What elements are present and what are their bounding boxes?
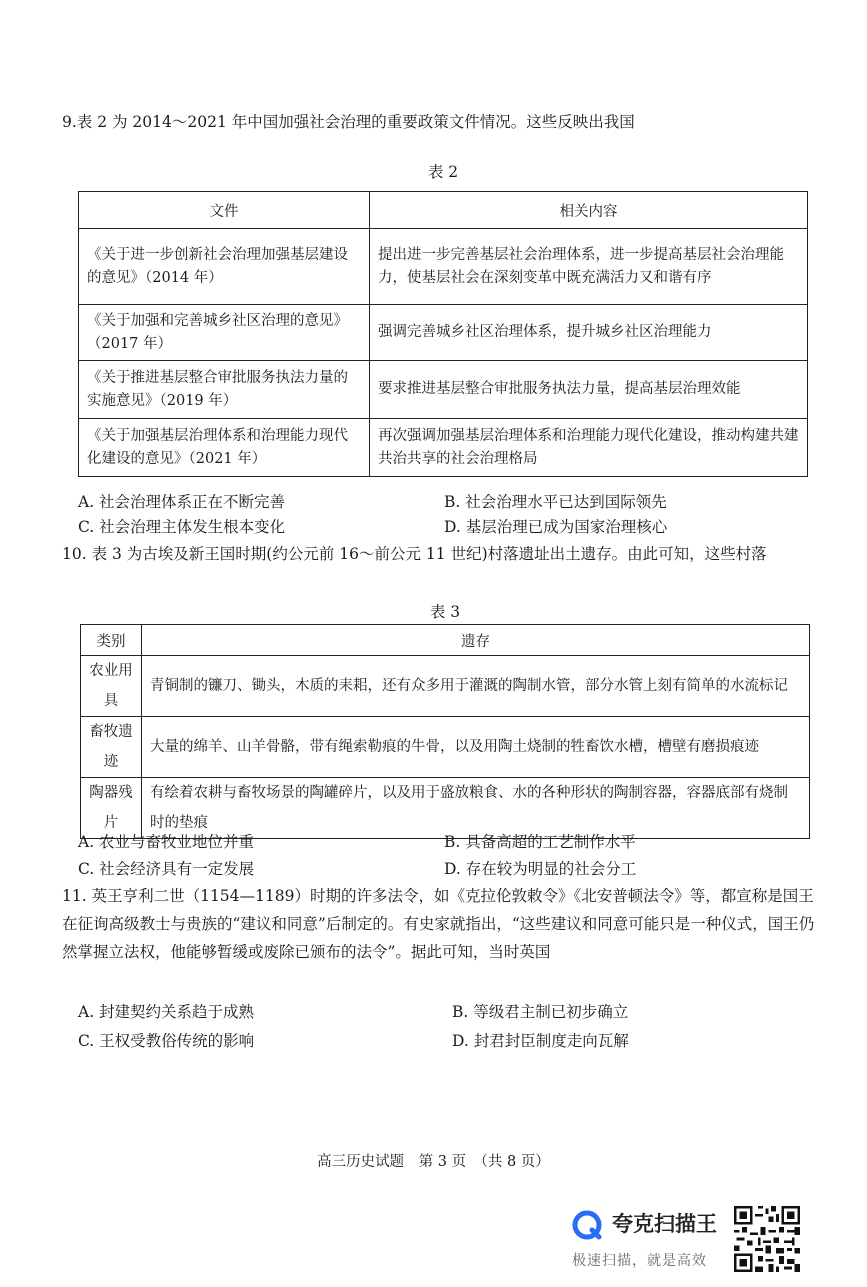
q9-stem: 9.表 2 为 2014～2021 年中国加强社会治理的重要政策文件情况。这些反映出我国 <box>62 113 635 131</box>
q10-option-d: D. 存在较为明显的社会分工 <box>444 860 637 878</box>
table-cell-category: 农业用具 <box>81 656 142 717</box>
page-footer: 高三历史试题 第 3 页 （共 8 页） <box>317 1154 550 1170</box>
table-cell-content: 强调完善城乡社区治理体系，提升城乡社区治理能力 <box>370 305 808 361</box>
table-row <box>79 361 808 419</box>
q9-option-a: A. 社会治理体系正在不断完善 <box>78 493 286 511</box>
table-cell-content: 提出进一步完善基层社会治理体系，进一步提高基层社会治理能力，使基层社会在深刻变革中既充满活力又和谐有序 <box>370 229 808 305</box>
table-cell-doc: 《关于加强基层治理体系和治理能力现代化建设的意见》（2021 年） <box>79 419 370 477</box>
table-cell-remains: 大量的绵羊、山羊骨骼，带有绳索勒痕的牛骨，以及用陶土烧制的牲畜饮水槽，槽壁有磨损痕迹 <box>142 717 810 778</box>
table-cell-category: 畜牧遗迹 <box>81 717 142 778</box>
q11-option-a: A. 封建契约关系趋于成熟 <box>78 1003 255 1021</box>
scanner-brand-name: 夸克扫描王 <box>612 1212 717 1236</box>
table-cell-doc: 《关于推进基层整合审批服务执法力量的实施意见》（2019 年） <box>79 361 370 419</box>
table-cell-content: 要求推进基层整合审批服务执法力量，提高基层治理效能 <box>370 361 808 419</box>
table-row <box>79 419 808 477</box>
q9-option-d: D. 基层治理已成为国家治理核心 <box>444 518 668 536</box>
table-cell-remains: 有绘着农耕与畜牧场景的陶罐碎片，以及用于盛放粮食、水的各种形状的陶制容器，容器底部有烧制时的垫痕 <box>142 778 810 839</box>
q11-option-b: B. 等级君主制已初步确立 <box>452 1003 629 1021</box>
scanner-slogan: 极速扫描，就是高效 <box>572 1253 707 1269</box>
table-header-cell: 类别 <box>81 625 142 656</box>
table-row <box>79 305 808 361</box>
table-row <box>81 656 810 717</box>
q11-stem: 11. 英王亨利二世（1154—1189）时期的许多法令，如《克拉伦敦敕令》《北安普顿法令》等，都宣称是国王在征询高级教士与贵族的“建议和同意”后制定的。有史家就指出，“这些建议和同意可能只是一种仪式，国王仍然掌握立法权，他能够暂缓或废除已颁布的法令”。据此可知，当时英国 <box>62 887 815 961</box>
q9-table-caption: 表 2 <box>427 163 459 181</box>
table-cell-remains: 青铜制的镰刀、锄头，木质的耒耜，还有众多用于灌溉的陶制水管，部分水管上刻有简单的水流标记 <box>142 656 810 717</box>
table-cell-doc: 《关于加强和完善城乡社区治理的意见》（2017 年） <box>79 305 370 361</box>
table-header-cell: 相关内容 <box>370 192 808 229</box>
q10-option-a: A. 农业与畜牧业地位并重 <box>78 833 255 851</box>
q9-option-c: C. 社会治理主体发生根本变化 <box>78 518 286 536</box>
q10-option-c: C. 社会经济具有一定发展 <box>78 860 255 878</box>
q11-option-d: D. 封君封臣制度走向瓦解 <box>452 1032 629 1050</box>
table-header-cell: 文件 <box>79 192 370 229</box>
q10-table-caption: 表 3 <box>429 603 461 621</box>
q10-table <box>80 624 810 839</box>
q11-option-c: C. 王权受教俗传统的影响 <box>78 1032 255 1050</box>
q9-table <box>78 191 808 477</box>
table-cell-doc: 《关于进一步创新社会治理加强基层建设的意见》（2014 年） <box>79 229 370 305</box>
scanner-logo-icon <box>572 1210 602 1240</box>
q10-stem: 10. 表 3 为古埃及新王国时期(约公元前 16～前公元 11 世纪)村落遗址出土遗存。由此可知，这些村落 <box>62 545 767 563</box>
table-header-row <box>81 625 810 656</box>
table-header-cell: 遗存 <box>142 625 810 656</box>
qr-code-icon <box>734 1206 800 1272</box>
table-header-row <box>79 192 808 229</box>
table-cell-category: 陶器残片 <box>81 778 142 839</box>
table-cell-content: 再次强调加强基层治理体系和治理能力现代化建设，推动构建共建共治共享的社会治理格局 <box>370 419 808 477</box>
table-row <box>79 229 808 305</box>
q10-option-b: B. 具备高超的工艺制作水平 <box>444 833 636 851</box>
table-row <box>81 717 810 778</box>
q9-option-b: B. 社会治理水平已达到国际领先 <box>444 493 667 511</box>
